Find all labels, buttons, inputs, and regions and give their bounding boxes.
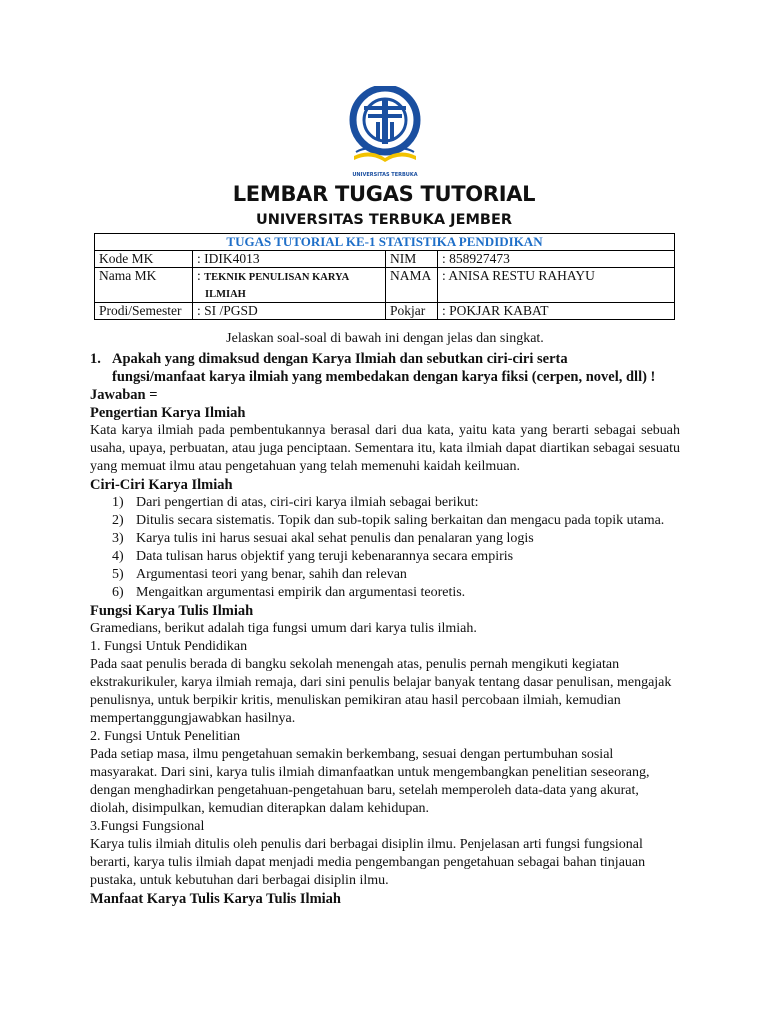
assignment-info-table [94, 233, 675, 320]
list-item [90, 566, 680, 584]
question-number: 1. [90, 351, 101, 367]
document-body [90, 330, 680, 908]
list-text: Argumentasi teori yang benar, sahih dan relevan [136, 567, 407, 582]
table-row [95, 303, 675, 320]
logo-text: UNIVERSITAS TERBUKA [352, 172, 418, 178]
paragraph-pengertian: Kata karya ilmiah pada pembentukannya berasal dari dua kata, yaitu kata yang berarti sebagai sebuah usaha, upaya, perbuatan, atau juga penciptaan. Sementara itu, kata ilmiah dapat diartikan sebagai sesuatu yang memuat ilmu atau pengetahuan yang telah memenuhi kaidah keilmuan. [90, 423, 680, 474]
table-row [95, 268, 675, 303]
list-number: 4) [112, 549, 124, 564]
cell-label: Nama MK [95, 268, 193, 303]
question-line2: fungsi/manfaat karya ilmiah yang membedakan dengan karya fiksi (cerpen, novel, dll) ! [112, 369, 656, 385]
list-text: Karya tulis ini harus sesuai akal sehat penulis dan penalaran yang logis [136, 531, 534, 546]
page-subtitle: UNIVERSITAS TERBUKA JEMBER [255, 212, 513, 228]
list-item [90, 584, 680, 602]
list-text: Data tulisan harus objektif yang teruji kebenarannya secara empiris [136, 549, 514, 564]
course-name-line2: ILMIAH [205, 289, 246, 300]
list-item [90, 530, 680, 548]
cell-value: : 858927473 [438, 251, 675, 268]
cell-label: NAMA [386, 268, 438, 303]
list-number: 1) [112, 495, 124, 510]
cell-label: Kode MK [95, 251, 193, 268]
table-heading-row [95, 234, 675, 251]
heading-fungsi: Fungsi Karya Tulis Ilmiah [90, 603, 254, 619]
ciri-list [90, 494, 680, 602]
instruction-text: Jelaskan soal-soal di bawah ini dengan jelas dan singkat. [226, 331, 544, 346]
cell-value: : POKJAR KABAT [438, 303, 675, 320]
question [90, 350, 680, 386]
cell-prefix: : [197, 268, 205, 283]
cell-value: : ANISA RESTU RAHAYU [438, 268, 675, 303]
page-title: LEMBAR TUGAS TUTORIAL [232, 182, 536, 206]
cell-value: : SI /PGSD [193, 303, 386, 320]
cell-value-course [193, 268, 386, 303]
list-number: 5) [112, 567, 124, 582]
heading-pengertian: Pengertian Karya Ilmiah [90, 405, 246, 421]
list-item [90, 512, 680, 530]
cell-label: Pokjar [386, 303, 438, 320]
fungsi-1-text: Pada saat penulis berada di bangku sekolah menengah atas, penulis pernah mengikuti kegiatan ekstrakurikuler, karya ilmiah remaja, dari sini penulis belajar banyak tentang dasar penulisan, mengajak penulisnya, untuk berpikir kritis, menuliskan pemikiran atau hasil percobaan ilmiah, kemudian mempertanggungjawabkan hasilnya. [90, 657, 672, 726]
table-row [95, 251, 675, 268]
universitas-terbuka-logo-icon [346, 86, 424, 184]
cell-label: Prodi/Semester [95, 303, 193, 320]
list-text: Mengaitkan argumentasi empirik dan argumentasi teoretis. [136, 585, 466, 600]
cell-value: : IDIK4013 [193, 251, 386, 268]
course-name-line1: TEKNIK PENULISAN KARYA [204, 272, 350, 283]
fungsi-1-title: 1. Fungsi Untuk Pendidikan [90, 639, 248, 654]
list-number: 3) [112, 531, 124, 546]
fungsi-2-text: Pada setiap masa, ilmu pengetahuan semakin berkembang, sesuai dengan pertumbuhan sosial masyarakat. Dari sini, karya tulis ilmiah dimanfaatkan untuk mengembangkan penelitian seseorang, dengan menghadirkan pengetahuan-pengetahuan baru, setelah memperoleh data-data yang akurat, diolah, disimpulkan, kemudian diterapkan dalam kehidupan. [90, 747, 650, 816]
list-text: Dari pengertian di atas, ciri-ciri karya ilmiah sebagai berikut: [136, 495, 479, 510]
list-number: 2) [112, 513, 124, 528]
list-text: Ditulis secara sistematis. Topik dan sub-topik saling berkaitan dan mengacu pada topik utama. [136, 513, 665, 528]
paragraph-fungsi-intro: Gramedians, berikut adalah tiga fungsi umum dari karya tulis ilmiah. [90, 621, 477, 636]
answer-label: Jawaban = [90, 387, 158, 403]
list-item [90, 494, 680, 512]
fungsi-3-title: 3.Fungsi Fungsional [90, 819, 205, 834]
university-logo [346, 86, 424, 184]
table-heading: TUGAS TUTORIAL KE-1 STATISTIKA PENDIDIKAN [95, 234, 675, 251]
fungsi-2-title: 2. Fungsi Untuk Penelitian [90, 729, 241, 744]
heading-manfaat: Manfaat Karya Tulis Karya Tulis Ilmiah [90, 891, 341, 907]
list-item [90, 548, 680, 566]
question-line1: Apakah yang dimaksud dengan Karya Ilmiah dan sebutkan ciri-ciri serta [112, 351, 568, 367]
cell-label: NIM [386, 251, 438, 268]
fungsi-3-text: Karya tulis ilmiah ditulis oleh penulis dari berbagai disiplin ilmu. Penjelasan arti fungsi fungsional berarti, karya tulis ilmiah dapat menjadi media pengembangan pengetahuan sebagai bahan tinjauan pustaka, untuk kebutuhan dari berbagai disiplin ilmu. [90, 837, 646, 888]
heading-ciri: Ciri-Ciri Karya Ilmiah [90, 477, 233, 493]
list-number: 6) [112, 585, 124, 600]
